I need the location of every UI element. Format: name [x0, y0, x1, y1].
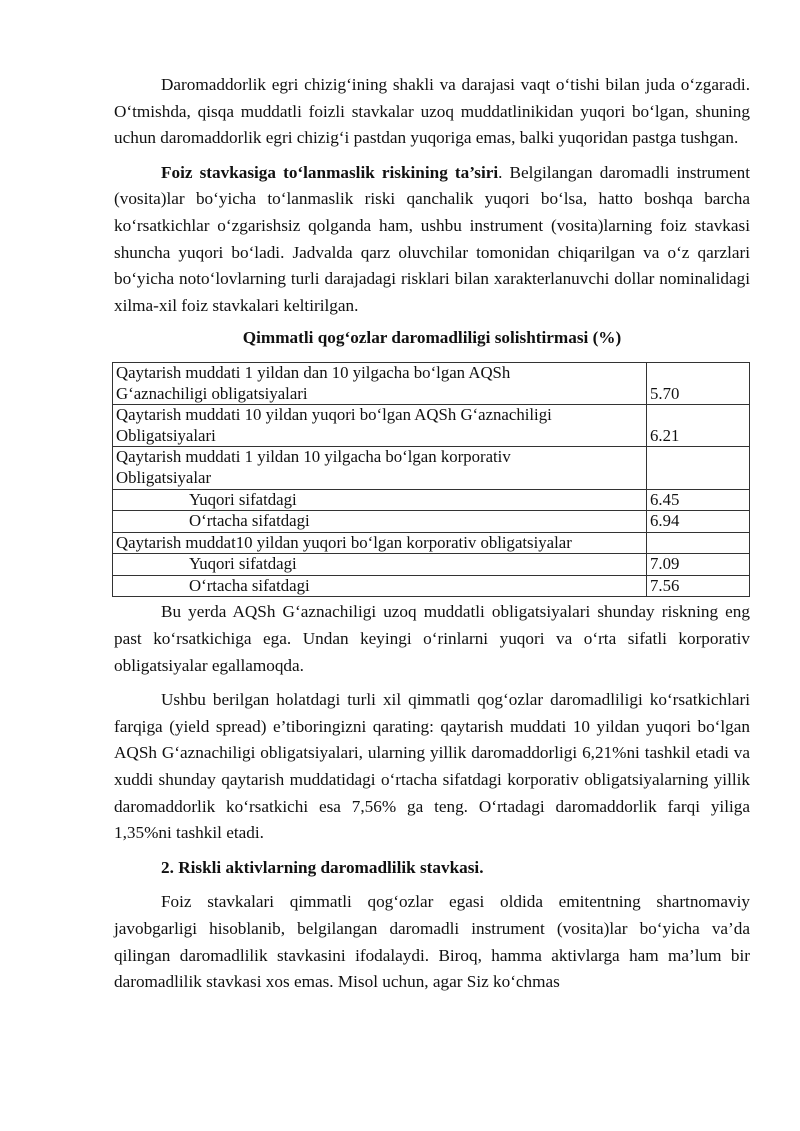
- paragraph-yield-curve: Daromaddorlik egri chizig‘ining shakli va darajasi vaqt o‘tishi bilan juda o‘zgaradi. O‘tmishda, qisqa muddatli foizli stavkalar uzoq muddatlinikidan yuqori bo‘lgan, shuning uchun daromaddorlik egri chizig‘i pastdan yuqoriga emas, balki yuqoridan pastga tushgan.: [114, 75, 750, 148]
- table-cell-label: Yuqori sifatdagi: [113, 489, 647, 511]
- table-row: [113, 554, 750, 576]
- table-row: [113, 575, 750, 597]
- table-cell-value: 6.21: [647, 405, 750, 447]
- table-row: [113, 511, 750, 533]
- table-cell-label: Yuqori sifatdagi: [113, 554, 647, 576]
- table-cell-value: 7.09: [647, 554, 750, 576]
- table-cell-value: 6.45: [647, 489, 750, 511]
- table-cell-value: 6.94: [647, 511, 750, 533]
- paragraph-yield-spread: Ushbu berilgan holatdagi turli xil qimmatli qog‘ozlar daromadliligi ko‘rsatkichlari farqiga (yield spread) e’tiboringizni qarating: qaytarish muddati 10 yildan yuqori bo‘lgan AQSh G‘aznachiligi obligatsiyalari, ularning yillik daromaddorligi 6,21%ni tashkil etadi va xuddi shunday qaytarish muddatidagi o‘rtacha sifatdagi korporativ obligatsiyalarning yillik daromaddorlik ko‘rsatkichi esa 7,56% ga teng. O‘rtadagi daromaddorlik farqi yiliga 1,35%ni tashkil etadi.: [114, 690, 750, 843]
- document-page: [114, 72, 750, 996]
- table-cell-label: Qaytarish muddat10 yildan yuqori bo‘lgan korporativ obligatsiyalar: [113, 532, 647, 554]
- table-cell-label: [113, 405, 647, 447]
- table-cell-value: 7.56: [647, 575, 750, 597]
- paragraph-treasury-risk: Bu yerda AQSh G‘aznachiligi uzoq muddatli obligatsiyalari shunday riskning eng past ko‘rsatkichiga ega. Undan keyingi o‘rinlarni yuqori va o‘rta sifatli korporativ obligatsiyalar egallamoqda.: [114, 602, 750, 675]
- yield-comparison-table: [112, 362, 750, 598]
- table-title: Qimmatli qog‘ozlar daromadliligi solishtirmasi (%): [242, 328, 622, 348]
- table-row: [113, 532, 750, 554]
- table-cell-label: O‘rtacha sifatdagi: [113, 575, 647, 597]
- row-label-line: Qaytarish muddati 1 yildan 10 yilgacha bo‘lgan korporativ: [116, 447, 511, 467]
- paragraph-default-risk: [114, 160, 750, 320]
- table-row: [113, 362, 750, 404]
- table-row: [113, 405, 750, 447]
- table-row: [113, 489, 750, 511]
- table-cell-label: [113, 362, 647, 404]
- table-cell-value-empty: [647, 447, 750, 489]
- paragraph-default-risk-body: . Belgilangan daromadli instrument (vosita)lar bo‘yicha to‘lanmaslik riski qanchalik yuqori bo‘lsa, hatto boshqa barcha ko‘rsatkichlar o‘zgarishsiz qolganda ham, ushbu instrument (vosita)larning foiz stavkasi shuncha yuqori bo‘ladi. Jadvalda qarz oluvchilar tomonidan chiqarilgan va o‘z qarzlari bo‘yicha noto‘lovlarning turli darajadagi risklari bilan xarakterlanuvchi dollar nominalidagi xilma-xil foiz stavkalari keltirilgan.: [114, 162, 750, 315]
- paragraph-default-risk-heading: Foiz stavkasiga to‘lanmaslik riskining ta’siri: [161, 162, 499, 182]
- row-label-line: Obligatsiyalari: [116, 425, 216, 445]
- table-cell-label: O‘rtacha sifatdagi: [113, 511, 647, 533]
- paragraph-risky-assets: Foiz stavkalari qimmatli qog‘ozlar egasi oldida emitentning shartnomaviy javobgarligi hisoblanib, belgilangan daromadli instrument (vosita)lar bo‘yicha va’da qilingan daromadlilik stavkasini ifodalaydi. Biroq, hamma aktivlarga ham ma’lum bir daromadlilik stavkasi xos emas. Misol uchun, agar Siz ko‘chmas: [114, 892, 750, 992]
- section-heading: 2. Riskli aktivlarning daromadlilik stavkasi.: [161, 857, 484, 877]
- table-cell-label: [113, 447, 647, 489]
- row-label-line: G‘aznachiligi obligatsiyalari: [116, 383, 308, 403]
- table-cell-value-empty: [647, 532, 750, 554]
- row-label-line: Qaytarish muddati 10 yildan yuqori bo‘lgan AQSh G‘aznachiligi: [116, 405, 552, 425]
- table-row: [113, 447, 750, 489]
- table-cell-value: 5.70: [647, 362, 750, 404]
- row-label-line: Qaytarish muddati 1 yildan dan 10 yilgacha bo‘lgan AQSh: [116, 362, 511, 382]
- row-label-line: Obligatsiyalar: [116, 467, 212, 487]
